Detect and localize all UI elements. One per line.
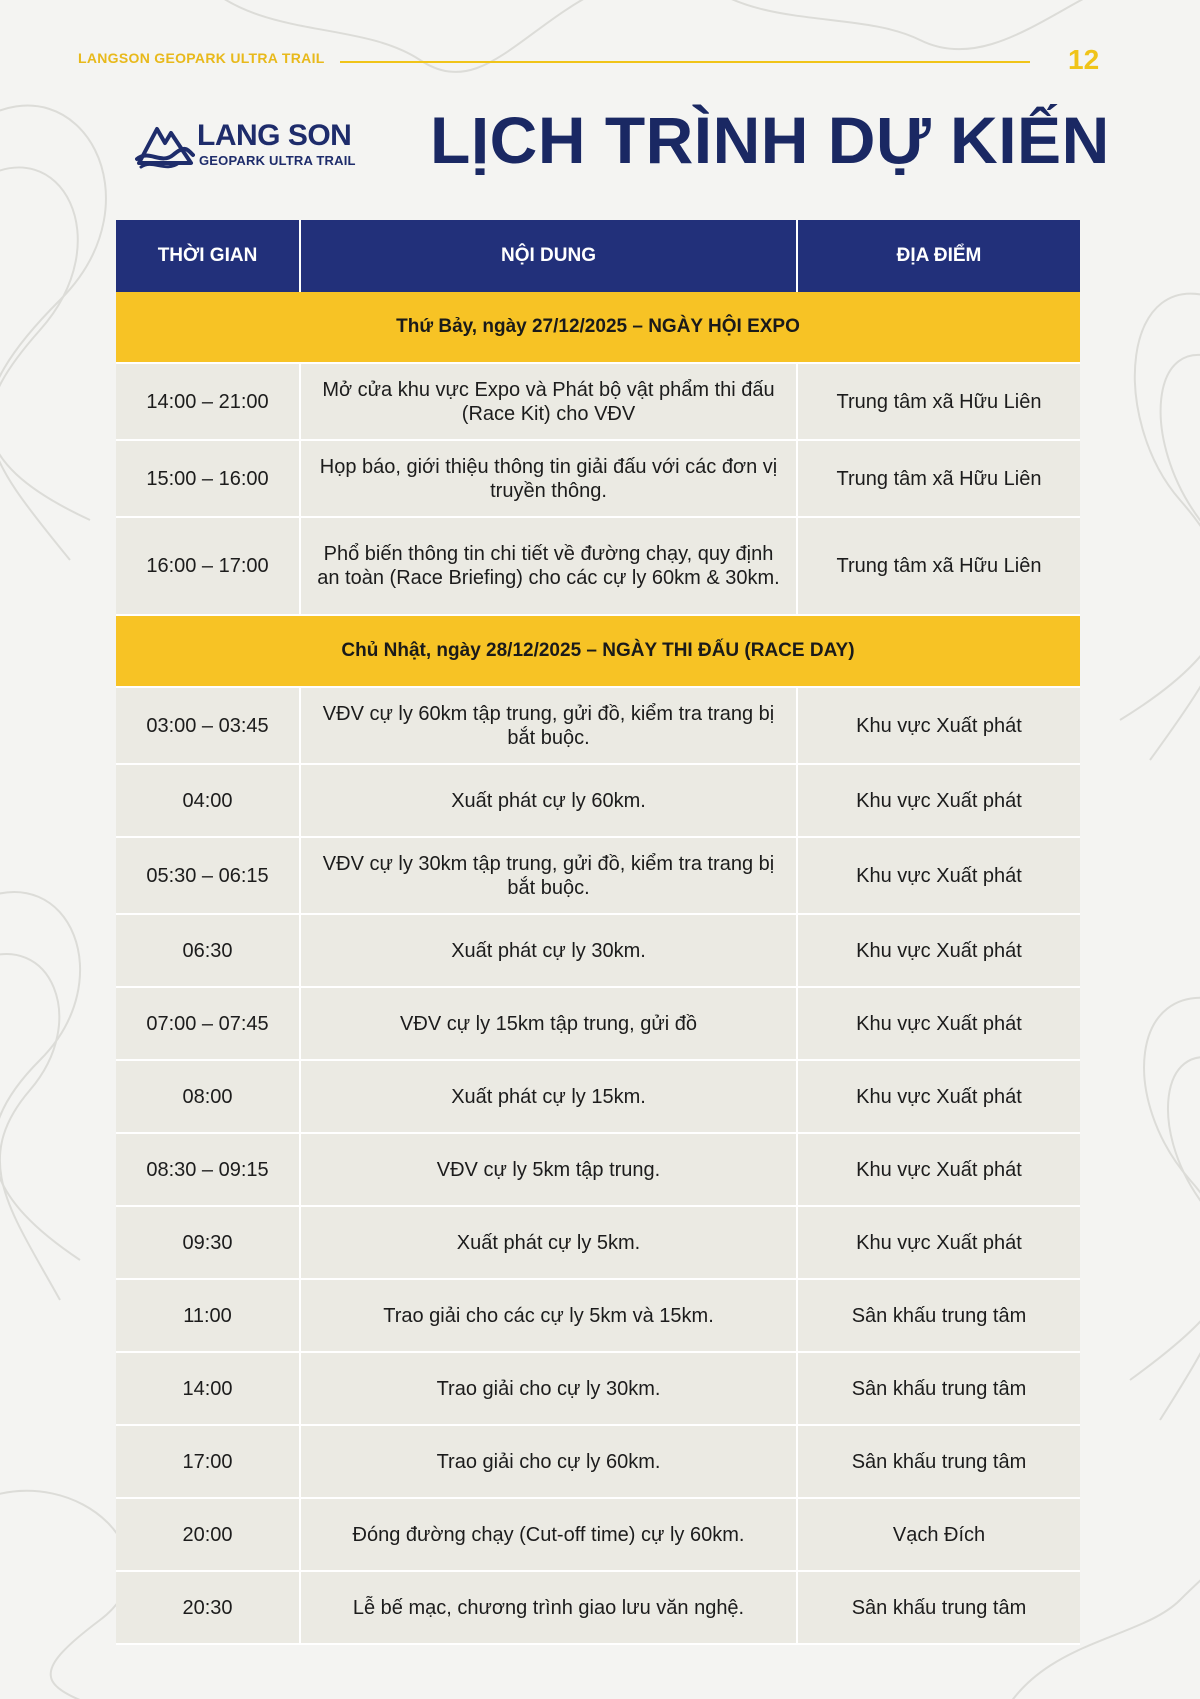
content-cell: VĐV cự ly 30km tập trung, gửi đồ, kiểm tra trang bị bắt buộc. [300, 837, 797, 914]
content-cell: Phổ biến thông tin chi tiết về đường chạy, quy định an toàn (Race Briefing) cho các cự ly 60km & 30km. [300, 517, 797, 615]
header-time: THỜI GIAN [116, 220, 300, 292]
logo-name: LANG SON [197, 119, 352, 152]
table-row [116, 1133, 1080, 1206]
content-cell: Đóng đường chạy (Cut-off time) cự ly 60km. [300, 1498, 797, 1571]
location-cell: Khu vực Xuất phát [797, 1060, 1080, 1133]
content-cell: VĐV cự ly 15km tập trung, gửi đồ [300, 987, 797, 1060]
table-header-row [116, 220, 1080, 292]
time-cell: 05:30 – 06:15 [116, 837, 300, 914]
time-cell: 17:00 [116, 1425, 300, 1498]
table-row [116, 517, 1080, 615]
time-cell: 11:00 [116, 1279, 300, 1352]
content-cell: Lễ bế mạc, chương trình giao lưu văn nghệ. [300, 1571, 797, 1644]
day-label: Thứ Bảy, ngày 27/12/2025 – NGÀY HỘI EXPO [116, 292, 1080, 363]
schedule-table [116, 220, 1080, 1645]
content-cell: Họp báo, giới thiệu thông tin giải đấu với các đơn vị truyền thông. [300, 440, 797, 517]
time-cell: 04:00 [116, 764, 300, 837]
table-row [116, 764, 1080, 837]
day-header-saturday [116, 292, 1080, 363]
content-cell: Trao giải cho các cự ly 5km và 15km. [300, 1279, 797, 1352]
time-cell: 03:00 – 03:45 [116, 687, 300, 764]
table-row [116, 1425, 1080, 1498]
day-label: Chủ Nhật, ngày 28/12/2025 – NGÀY THI ĐẤU (RACE DAY) [116, 615, 1080, 687]
location-cell: Khu vực Xuất phát [797, 987, 1080, 1060]
time-cell: 20:30 [116, 1571, 300, 1644]
location-cell: Khu vực Xuất phát [797, 1133, 1080, 1206]
location-cell: Trung tâm xã Hữu Liên [797, 517, 1080, 615]
content-cell: Xuất phát cự ly 60km. [300, 764, 797, 837]
time-cell: 09:30 [116, 1206, 300, 1279]
table-row [116, 1279, 1080, 1352]
table-row [116, 1060, 1080, 1133]
time-cell: 14:00 [116, 1352, 300, 1425]
time-cell: 20:00 [116, 1498, 300, 1571]
content-cell: Mở cửa khu vực Expo và Phát bộ vật phẩm thi đấu (Race Kit) cho VĐV [300, 363, 797, 440]
location-cell: Khu vực Xuất phát [797, 914, 1080, 987]
location-cell: Trung tâm xã Hữu Liên [797, 440, 1080, 517]
page-number: 12 [1068, 44, 1100, 75]
content-cell: Trao giải cho cự ly 60km. [300, 1425, 797, 1498]
time-cell: 07:00 – 07:45 [116, 987, 300, 1060]
header-content: NỘI DUNG [300, 220, 797, 292]
time-cell: 14:00 – 21:00 [116, 363, 300, 440]
page-header [78, 44, 1100, 75]
location-cell: Trung tâm xã Hữu Liên [797, 363, 1080, 440]
time-cell: 15:00 – 16:00 [116, 440, 300, 517]
location-cell: Khu vực Xuất phát [797, 1206, 1080, 1279]
langson-logo [135, 115, 375, 175]
table-row [116, 440, 1080, 517]
content-cell: Trao giải cho cự ly 30km. [300, 1352, 797, 1425]
time-cell: 08:00 [116, 1060, 300, 1133]
table-row [116, 1352, 1080, 1425]
location-cell: Vạch Đích [797, 1498, 1080, 1571]
content-cell: VĐV cự ly 60km tập trung, gửi đồ, kiểm tra trang bị bắt buộc. [300, 687, 797, 764]
location-cell: Sân khấu trung tâm [797, 1571, 1080, 1644]
content-cell: Xuất phát cự ly 5km. [300, 1206, 797, 1279]
table-row [116, 914, 1080, 987]
mountain-wave-logo-icon [135, 119, 195, 171]
location-cell: Sân khấu trung tâm [797, 1279, 1080, 1352]
table-row [116, 1571, 1080, 1644]
page-title: LỊCH TRÌNH DỰ KIẾN [430, 103, 1110, 177]
content-cell: VĐV cự ly 5km tập trung. [300, 1133, 797, 1206]
time-cell: 16:00 – 17:00 [116, 517, 300, 615]
table-row [116, 363, 1080, 440]
location-cell: Khu vực Xuất phát [797, 837, 1080, 914]
header-rule [340, 61, 1030, 63]
location-cell: Khu vực Xuất phát [797, 687, 1080, 764]
header-location: ĐỊA ĐIỂM [797, 220, 1080, 292]
content-cell: Xuất phát cự ly 15km. [300, 1060, 797, 1133]
table-row [116, 1206, 1080, 1279]
time-cell: 06:30 [116, 914, 300, 987]
logo-subtitle: GEOPARK ULTRA TRAIL [199, 153, 356, 168]
location-cell: Sân khấu trung tâm [797, 1352, 1080, 1425]
table-row [116, 987, 1080, 1060]
day-header-sunday [116, 615, 1080, 687]
table-row [116, 1498, 1080, 1571]
time-cell: 08:30 – 09:15 [116, 1133, 300, 1206]
content-cell: Xuất phát cự ly 30km. [300, 914, 797, 987]
table-row [116, 837, 1080, 914]
table-row [116, 687, 1080, 764]
header-brand-text: LANGSON GEOPARK ULTRA TRAIL [78, 50, 325, 66]
location-cell: Khu vực Xuất phát [797, 764, 1080, 837]
location-cell: Sân khấu trung tâm [797, 1425, 1080, 1498]
